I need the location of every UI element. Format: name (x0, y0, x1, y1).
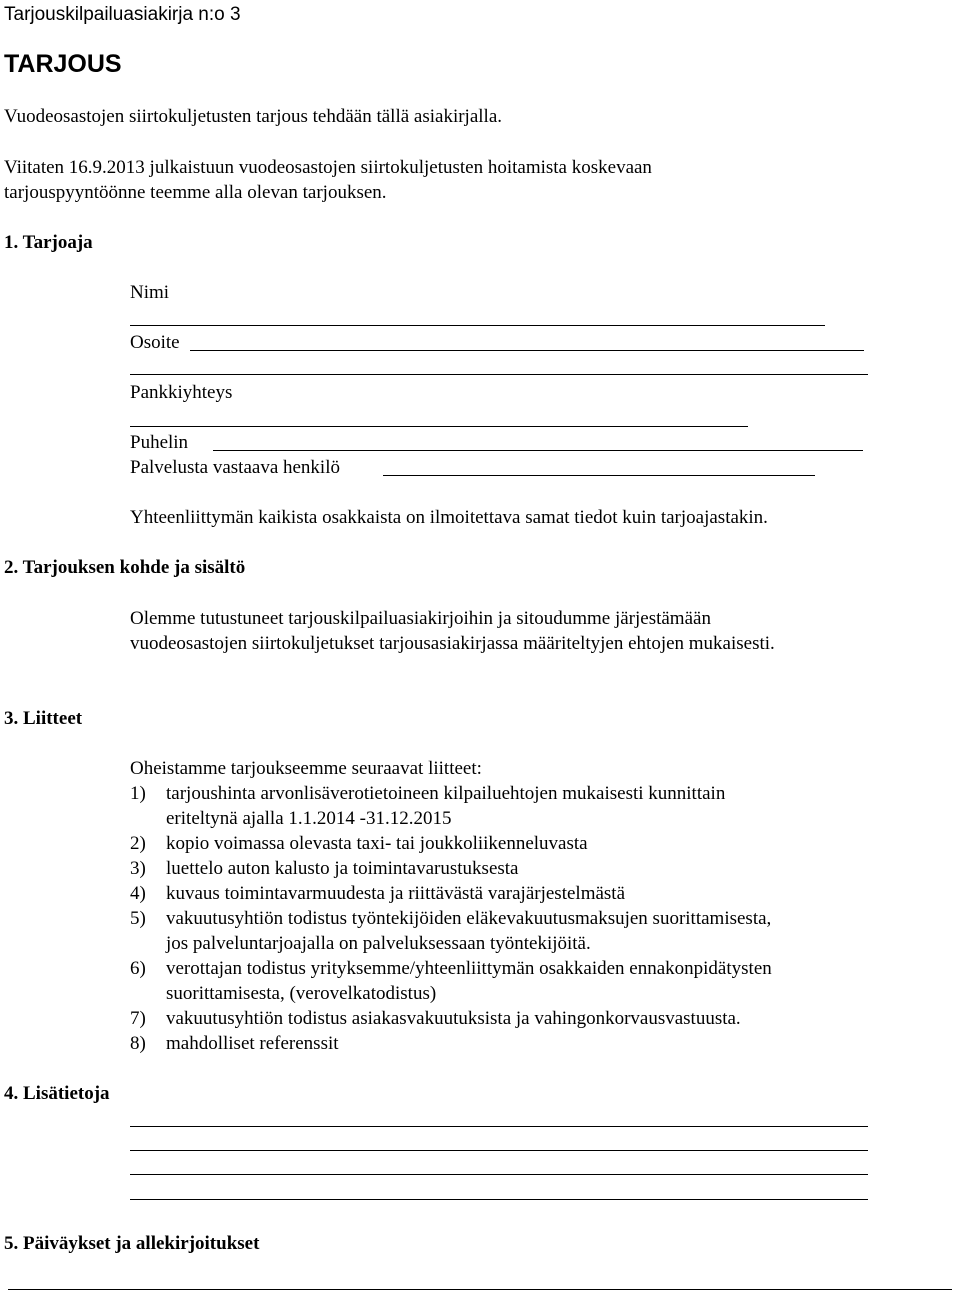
attachment-continuation: suorittamisesta, (verovelkatodistus) (166, 983, 437, 1004)
attachment-text: vakuutusyhtiön todistus työntekijöiden eläkevakuutusmaksujen suorittamisesta, (166, 908, 772, 929)
signature-line[interactable] (8, 1289, 952, 1290)
intro-text: Vuodeosastojen siirtokuljetusten tarjous tehdään tällä asiakirjalla. (4, 106, 502, 127)
field-label-contact: Palvelusta vastaava henkilö (130, 457, 340, 478)
attachment-item (130, 906, 771, 931)
additional-info-line-4[interactable] (130, 1199, 868, 1200)
additional-info-line-3[interactable] (130, 1174, 868, 1175)
attachment-number: 8) (130, 1033, 146, 1054)
attachment-continuation: jos palveluntarjoajalla on palveluksessaan työntekijöitä. (166, 933, 591, 954)
field-label-name: Nimi (130, 282, 170, 303)
address-input-line[interactable] (190, 350, 864, 351)
additional-info-line-2[interactable] (130, 1150, 868, 1151)
attachment-continuation: eriteltynä ajalla 1.1.2014 -31.12.2015 (166, 808, 452, 829)
section-3-heading: 3. Liitteet (4, 708, 83, 729)
field-label-phone: Puhelin (130, 432, 189, 453)
attachment-text: tarjoushinta arvonlisäverotietoineen kilpailuehtojen mukaisesti kunnittain (166, 783, 726, 804)
attachment-number: 6) (130, 958, 146, 979)
attachment-number: 4) (130, 883, 146, 904)
attachment-item (130, 856, 518, 881)
reference-line-1: Viitaten 16.9.2013 julkaistuun vuodeosastojen siirtokuljetusten hoitamista koskevaan (4, 157, 652, 178)
document-header: Tarjouskilpailuasiakirja n:o 3 (4, 4, 241, 25)
section-2-line-1: Olemme tutustuneet tarjouskilpailuasiakirjoihin ja sitoudumme järjestämään (130, 608, 711, 629)
attachment-text: kuvaus toimintavarmuudesta ja riittävästä varajärjestelmästä (166, 883, 626, 904)
attachment-text: verottajan todistus yrityksemme/yhteenliittymän osakkaiden ennakonpidätysten (166, 958, 772, 979)
attachment-number: 7) (130, 1008, 146, 1029)
attachment-item (130, 781, 725, 806)
attachment-item (130, 1006, 741, 1031)
section-1-heading: 1. Tarjoaja (4, 232, 93, 253)
attachment-number: 3) (130, 858, 146, 879)
bank-input-line[interactable] (130, 426, 748, 427)
attachment-item (130, 831, 588, 856)
section-4-heading: 4. Lisätietoja (4, 1083, 110, 1104)
attachment-text: kopio voimassa olevasta taxi- tai joukkoliikenneluvasta (166, 833, 588, 854)
page-title: TARJOUS (4, 50, 122, 78)
phone-input-line[interactable] (213, 450, 863, 451)
attachment-item (130, 1031, 339, 1056)
section-2-heading: 2. Tarjouksen kohde ja sisältö (4, 557, 246, 578)
additional-info-line-1[interactable] (130, 1126, 868, 1127)
field-label-address: Osoite (130, 332, 180, 353)
attachment-number: 5) (130, 908, 146, 929)
section-5-heading: 5. Päiväykset ja allekirjoitukset (4, 1233, 260, 1254)
attachment-number: 1) (130, 783, 146, 804)
name-input-line[interactable] (130, 325, 825, 326)
field-label-bank: Pankkiyhteys (130, 382, 233, 403)
attachments-intro: Oheistamme tarjoukseemme seuraavat liitteet: (130, 758, 482, 779)
section-1-note: Yhteenliittymän kaikista osakkaista on ilmoitettava samat tiedot kuin tarjoajastakin. (130, 507, 768, 528)
attachment-item (130, 881, 625, 906)
attachment-number: 2) (130, 833, 146, 854)
contact-input-line[interactable] (383, 475, 815, 476)
attachment-text: mahdolliset referenssit (166, 1033, 339, 1054)
attachment-item (130, 956, 772, 981)
section-2-line-2: vuodeosastojen siirtokuljetukset tarjousasiakirjassa määriteltyjen ehtojen mukaisesti. (130, 633, 775, 654)
attachment-text: vakuutusyhtiön todistus asiakasvakuutuksista ja vahingonkorvausvastuusta. (166, 1008, 741, 1029)
address-input-line-2[interactable] (130, 374, 868, 375)
attachment-text: luettelo auton kalusto ja toimintavarustuksesta (166, 858, 519, 879)
reference-line-2: tarjouspyyntöönne teemme alla olevan tarjouksen. (4, 182, 387, 203)
